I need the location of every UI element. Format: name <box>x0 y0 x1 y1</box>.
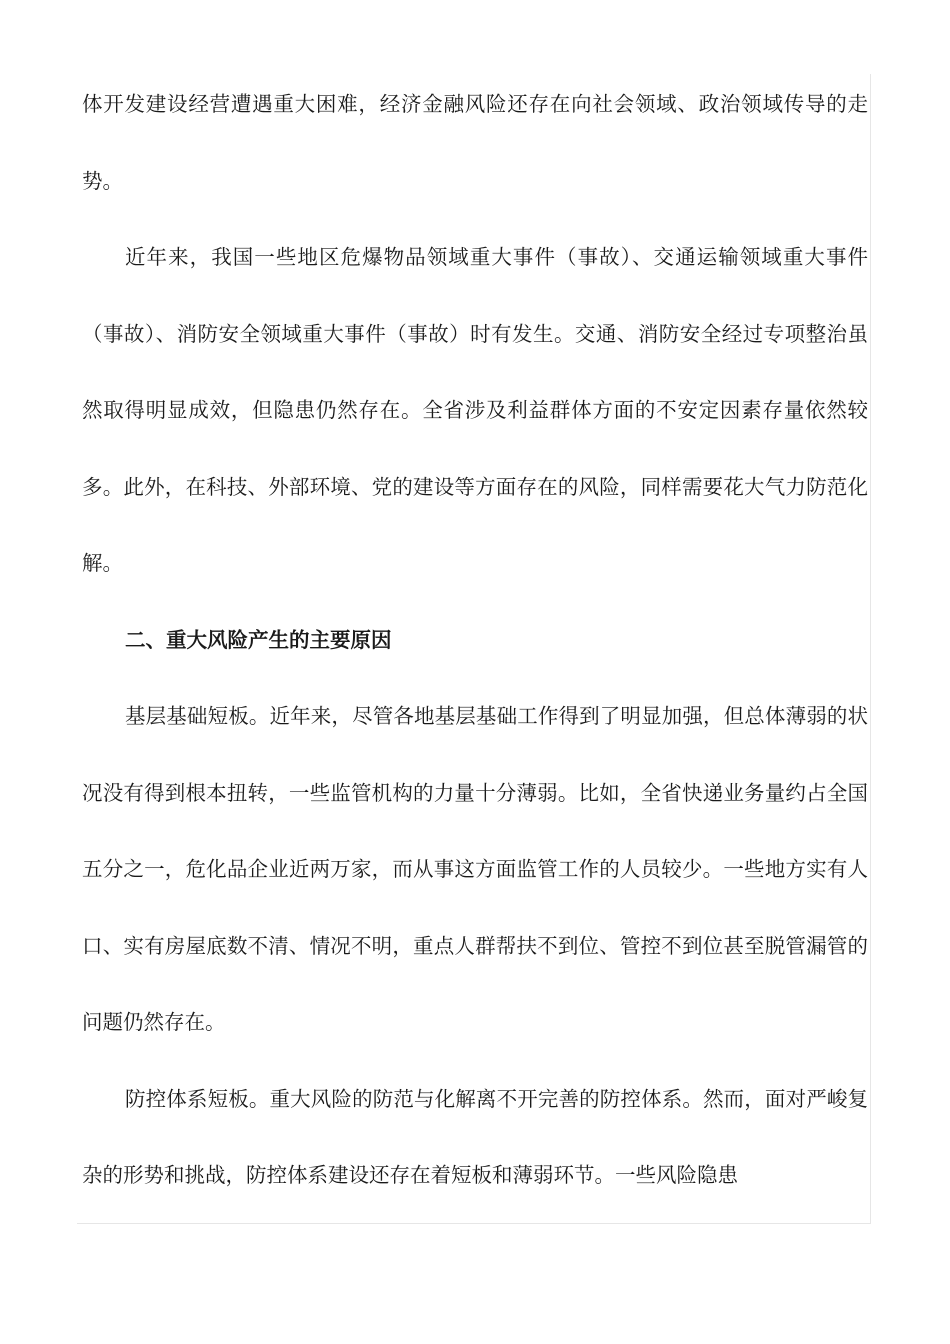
paragraph-prevention-system-shortfall: 防控体系短板。重大风险的防范与化解离不开完善的防控体系。然而，面对严峻复杂的形势和挑战，防控体系建设还存在着短板和薄弱环节。一些风险隐患 <box>82 1086 868 1187</box>
paragraph-grassroots-shortfall: 基层基础短板。近年来，尽管各地基层基础工作得到了明显加强，但总体薄弱的状况没有得到根本扭转，一些监管机构的力量十分薄弱。比如，全省快递业务量约占全国五分之一，危化品企业近两万家，而从事这方面监管工作的人员较少。一些地方实有人口、实有房屋底数不清、情况不明，重点人群帮扶不到位、管控不到位甚至脱管漏管的问题仍然存在。 <box>82 704 868 1034</box>
paragraph-continuation: 体开发建设经营遭遇重大困难，经济金融风险还存在向社会领域、政治领域传导的走势。 <box>82 92 868 193</box>
paragraph-risk-events: 近年来，我国一些地区危爆物品领域重大事件（事故）、交通运输领域重大事件（事故）、消防安全领域重大事件（事故）时有发生。交通、消防安全经过专项整治虽然取得明显成效，但隐患仍然存在。全省涉及利益群体方面的不安定因素存量依然较多。此外，在科技、外部环境、党的建设等方面存在的风险，同样需要花大气力防范化解。 <box>82 245 868 575</box>
document-body <box>82 66 868 1214</box>
section-heading: 二、重大风险产生的主要原因 <box>125 627 392 652</box>
